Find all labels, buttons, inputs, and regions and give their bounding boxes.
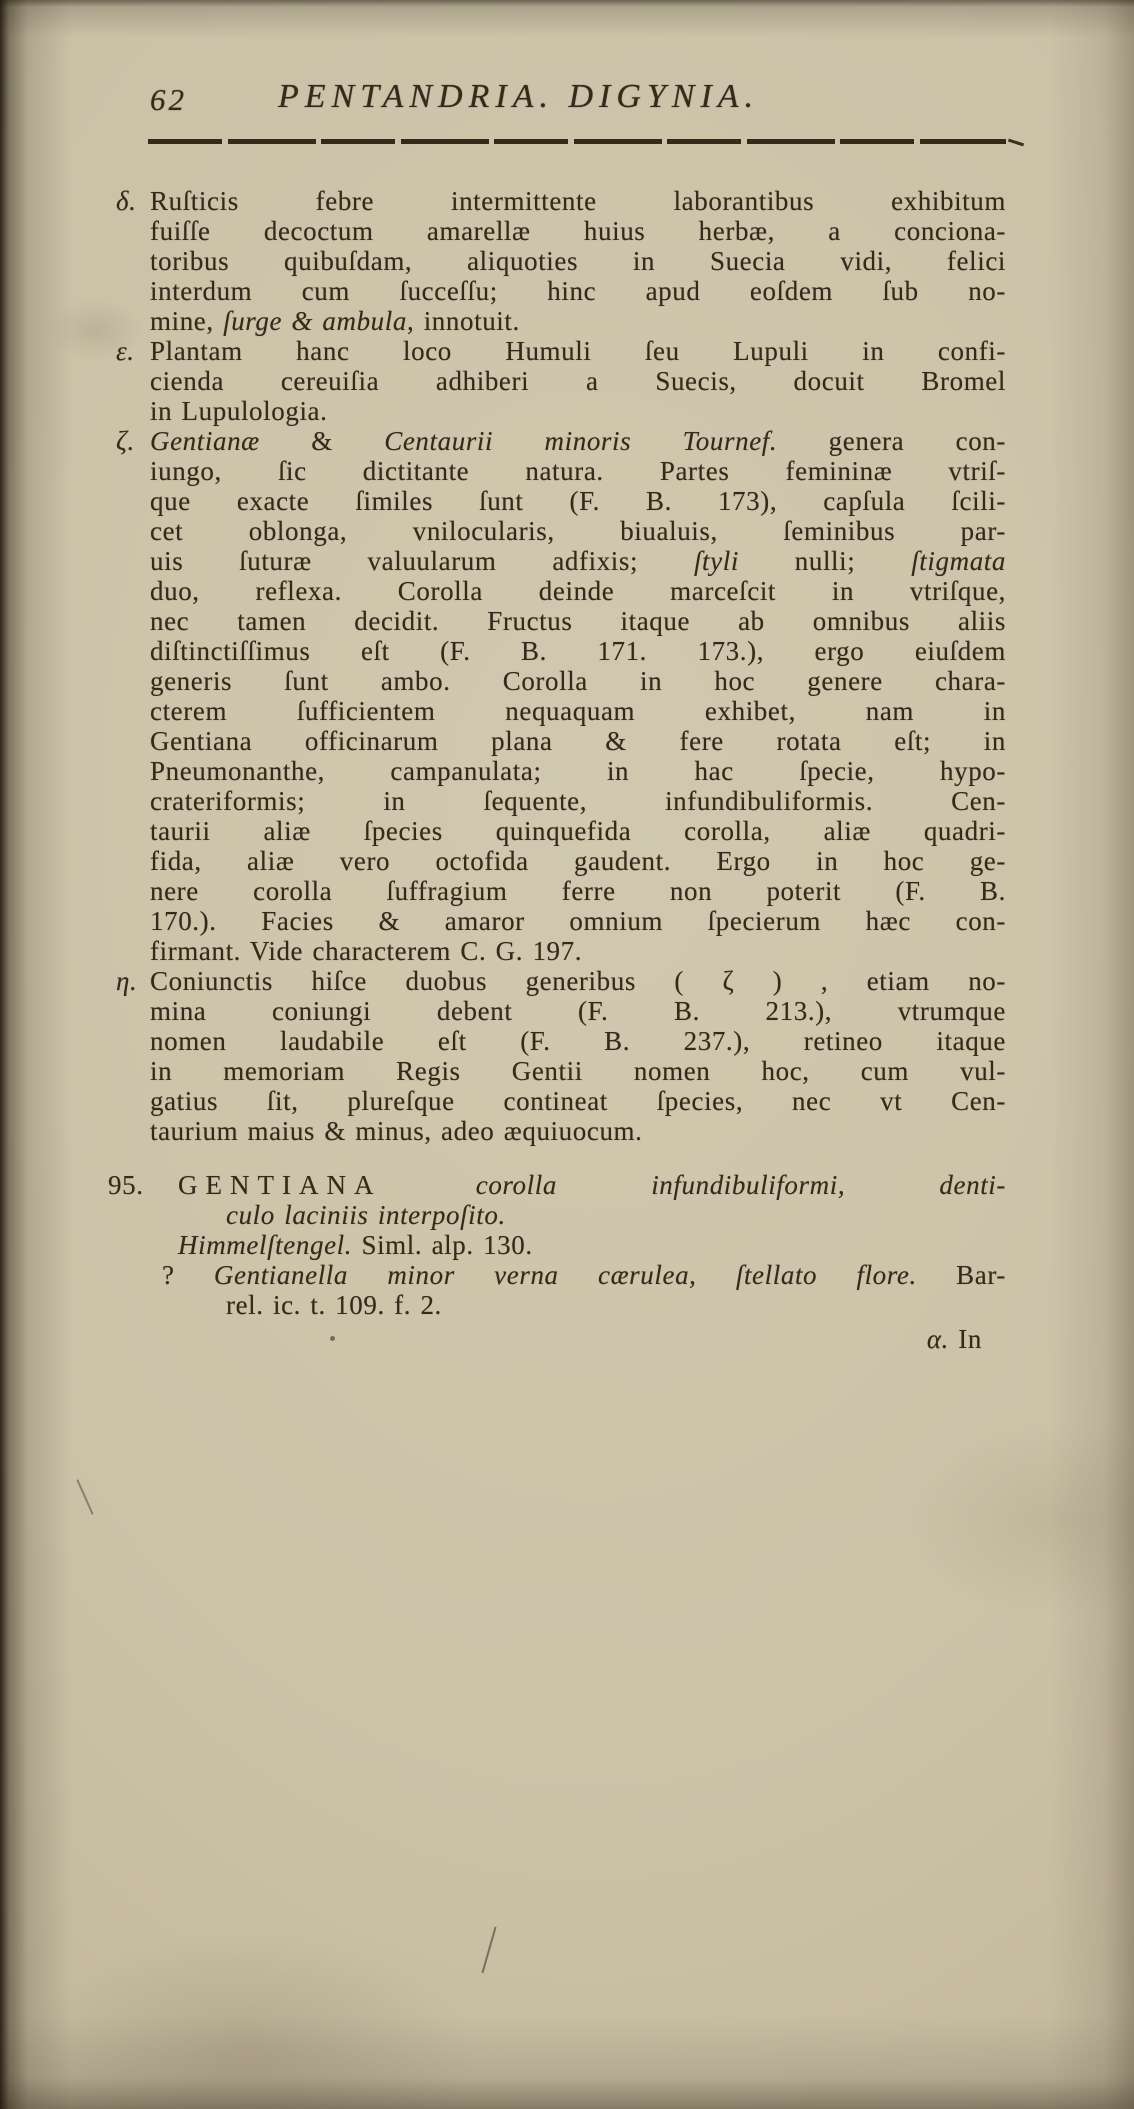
text-run: culo laciniis interpoſito. — [226, 1200, 506, 1230]
text-line — [150, 756, 1006, 786]
paragraph — [116, 426, 1006, 966]
text-run: Siml. alp. 130. — [352, 1230, 533, 1260]
text-run: duo, reflexa. Corolla deinde marceſcit in vtriſque, — [150, 576, 1006, 606]
text-run — [381, 1170, 475, 1200]
text-line — [150, 1230, 1006, 1260]
text-run: Plantam hanc loco Humuli ſeu Lupuli in confi- — [150, 336, 1006, 366]
text-line — [150, 276, 1006, 306]
text-run: crateriformis; in ſequente, infundibuliformis. Cen- — [150, 786, 1006, 816]
text-run: corolla infundibuliformi, denti- — [475, 1170, 1006, 1200]
paragraph-marker: δ. — [116, 186, 137, 216]
paragraph — [116, 336, 1006, 426]
text-run: fida, aliæ vero octofida gaudent. Ergo in hoc ge- — [150, 846, 1006, 876]
text-line — [150, 606, 1006, 636]
text-run: interdum cum ſucceſſu; hinc apud eoſdem ſub no- — [150, 276, 1006, 306]
paragraph-marker: η. — [116, 966, 138, 996]
text-line — [150, 366, 1006, 396]
text-line — [150, 1260, 1006, 1290]
text-run: que exacte ſimiles ſunt (F. B. 173), capſula ſcili- — [150, 486, 1006, 516]
text-run: generis ſunt ambo. Corolla in hoc genere chara- — [150, 666, 1006, 696]
text-line — [150, 696, 1006, 726]
text-run: iungo, ſic dictitante natura. Partes femininæ vtriſ- — [150, 456, 1006, 486]
text-run: nomen laudabile eſt (F. B. 237.), retineo itaque — [150, 1026, 1006, 1056]
text-line — [150, 966, 1006, 996]
text-run: ſtyli — [693, 546, 739, 576]
text-run: uis ſuturæ valuularum adfixis; — [150, 546, 694, 576]
header-rule — [148, 139, 1006, 144]
text-line — [150, 576, 1006, 606]
text-run: nere corolla ſuffragium ferre non poterit (F. B. — [150, 876, 1006, 906]
text-line — [150, 246, 1006, 276]
text-line — [150, 666, 1006, 696]
text-run: genera con- — [777, 426, 1006, 456]
text-line — [150, 336, 1006, 366]
text-run: toribus quibuſdam, aliquoties in Suecia vidi, felici — [150, 246, 1006, 276]
text-line — [150, 906, 1006, 936]
text-run: GENTIANA — [178, 1170, 382, 1200]
text-line — [150, 486, 1006, 516]
text-run: , innotuit. — [407, 306, 520, 336]
text-line — [150, 216, 1006, 246]
text-run: taurium maius & minus, adeo æquiuocum. — [150, 1116, 643, 1146]
text-run: Centaurii minoris Tournef. — [384, 426, 778, 456]
text-run: rel. ic. t. 109. f. 2. — [226, 1290, 442, 1320]
text-line — [150, 546, 1006, 576]
text-block — [108, 186, 1006, 1354]
text-run: Ruſticis febre intermittente laborantibus exhibitum — [150, 186, 1006, 216]
text-run: Gentianæ — [150, 426, 260, 456]
text-run: taurii aliæ ſpecies quinquefida corolla, aliæ quadri- — [150, 816, 1006, 846]
text-line — [150, 726, 1006, 756]
pen-mark-left-margin — [76, 1479, 93, 1515]
text-line — [150, 396, 1006, 426]
text-line — [150, 636, 1006, 666]
paragraph-marker: ζ. — [116, 426, 135, 456]
text-line — [150, 516, 1006, 546]
text-line — [150, 996, 1006, 1026]
text-run: in Lupulologia. — [150, 396, 328, 426]
text-line — [150, 816, 1006, 846]
text-line — [150, 936, 1006, 966]
catchword — [150, 1324, 1006, 1354]
text-run: firmant. Vide characterem C. G. 197. — [150, 936, 583, 966]
catchword-marker: α. — [926, 1324, 949, 1354]
text-run: fuiſſe decoctum amarellæ huius herbæ, a conciona- — [150, 216, 1006, 246]
text-run: ſtigmata — [911, 546, 1006, 576]
header-rule-tick — [1008, 139, 1024, 147]
text-run: & — [259, 426, 385, 456]
text-line — [150, 1170, 1006, 1200]
text-run: cienda cereuiſia adhiberi a Suecis, docuit Bromel — [150, 366, 1006, 396]
text-line — [150, 1056, 1006, 1086]
text-line — [150, 1200, 1006, 1230]
text-line — [150, 1116, 1006, 1146]
text-run: in memoriam Regis Gentii nomen hoc, cum vul- — [150, 1056, 1006, 1086]
text-run: nec tamen decidit. Fructus itaque ab omnibus aliis — [150, 606, 1006, 636]
paragraph — [116, 966, 1006, 1146]
paragraph — [108, 1170, 1006, 1320]
text-run: Coniunctis hiſce duobus generibus ( ζ ) , etiam no- — [150, 966, 1006, 996]
text-run: cterem ſufficientem nequaquam exhibet, nam in — [150, 696, 1006, 726]
pen-mark-bottom — [481, 1927, 496, 1974]
text-run: gatius ſit, plureſque contineat ſpecies, nec vt Cen- — [150, 1086, 1006, 1116]
text-line — [150, 456, 1006, 486]
page-number: 62 — [150, 82, 187, 117]
text-run: nulli; — [738, 546, 912, 576]
text-line — [150, 1086, 1006, 1116]
catchword-word: In — [948, 1324, 982, 1354]
text-line — [150, 1026, 1006, 1056]
running-title: PENTANDRIA. DIGYNIA. — [278, 78, 760, 115]
ink-dot-mark — [330, 1336, 335, 1341]
text-run: Bar- — [916, 1260, 1006, 1290]
paragraph-marker: ε. — [116, 336, 135, 366]
text-line — [150, 876, 1006, 906]
text-run: mina coniungi debent (F. B. 213.), vtrumque — [150, 996, 1006, 1026]
text-line — [150, 846, 1006, 876]
text-run: Himmelſtengel. — [178, 1230, 353, 1260]
text-line — [150, 186, 1006, 216]
text-run: Gentiana officinarum plana & fere rotata eſt; in — [150, 726, 1006, 756]
paragraph — [116, 186, 1006, 336]
text-run: ſurge & ambula — [223, 306, 407, 336]
text-run: ? — [162, 1260, 214, 1290]
paragraph-marker: 95. — [108, 1170, 144, 1200]
text-run: cet oblonga, vnilocularis, biualuis, ſeminibus par- — [150, 516, 1006, 546]
text-run: 170.). Facies & amaror omnium ſpecierum hæc con- — [150, 906, 1006, 936]
text-line — [150, 1290, 1006, 1320]
text-run: Pneumonanthe, campanulata; in hac ſpecie, hypo- — [150, 756, 1006, 786]
text-run: mine, — [150, 306, 224, 336]
text-line — [150, 786, 1006, 816]
text-run: Gentianella minor verna cærulea, ſtellato flore. — [213, 1260, 917, 1290]
text-line — [150, 426, 1006, 456]
text-line — [150, 306, 1006, 336]
text-run: diſtinctiſſimus eſt (F. B. 171. 173.), ergo eiuſdem — [150, 636, 1006, 666]
